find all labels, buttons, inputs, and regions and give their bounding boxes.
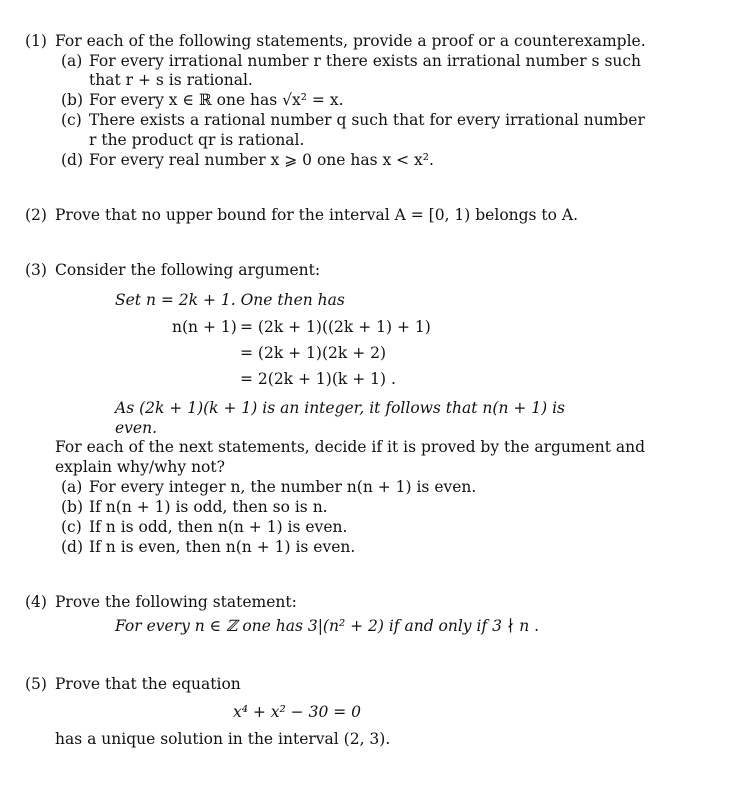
problem-3b-text: If n(n + 1) is odd, then so is n.	[89, 498, 328, 516]
problem-1d-line-1: For every real number x ⩾ 0 one has x < x².	[89, 151, 434, 169]
problem-3-question-line-2: explain why/why not?	[55, 458, 225, 476]
problem-2-intro: Prove that no upper bound for the interval A = [0, 1) belongs to A.	[55, 206, 579, 224]
problem-1-number: (1)	[25, 32, 47, 50]
problem-3c-label: (c)	[61, 518, 82, 536]
problem-1a-label: (a)	[61, 52, 83, 70]
problem-3-question-line-1: For each of the next statements, decide if it is proved by the argument and	[55, 438, 646, 456]
problem-1c-line-2: r the product qr is rational.	[89, 131, 305, 149]
argument-eq-line-3: = 2(2k + 1)(k + 1) .	[240, 370, 396, 388]
problem-3d-text: If n is even, then n(n + 1) is even.	[89, 538, 356, 556]
argument-eq-line-2: = (2k + 1)(2k + 2)	[240, 344, 387, 362]
problem-1b-line-1: For every x ∈ ℝ one has √x² = x.	[89, 91, 344, 109]
problem-2-number: (2)	[25, 206, 47, 224]
problem-1c-line-1: There exists a rational number q such that for every irrational number	[89, 111, 645, 129]
argument-conclusion-line-1: As (2k + 1)(k + 1) is an integer, it follows that n(n + 1) is	[115, 399, 566, 417]
problem-3-number: (3)	[25, 261, 47, 279]
argument-eq-line-1: = (2k + 1)((2k + 1) + 1)	[240, 318, 431, 336]
problem-1-intro: For each of the following statements, provide a proof or a counterexample.	[55, 32, 646, 50]
problem-3d-label: (d)	[61, 538, 84, 556]
problem-1a-line-2: that r + s is rational.	[89, 71, 253, 89]
problem-5-intro: Prove that the equation	[55, 675, 241, 693]
problem-1b-label: (b)	[61, 91, 84, 109]
problem-3c-text: If n is odd, then n(n + 1) is even.	[89, 518, 348, 536]
problem-1d-label: (d)	[61, 151, 84, 169]
problem-3a-label: (a)	[61, 478, 83, 496]
problem-1a-line-1: For every irrational number r there exists an irrational number s such	[89, 52, 642, 70]
argument-set-line: Set n = 2k + 1. One then has	[115, 291, 345, 309]
problem-3b-label: (b)	[61, 498, 84, 516]
problem-1c-label: (c)	[61, 111, 82, 129]
argument-eq-lhs: n(n + 1)	[172, 318, 237, 336]
problem-4-statement: For every n ∈ ℤ one has 3|(n² + 2) if and only if 3 ∤ n .	[115, 617, 540, 635]
problem-4-intro: Prove the following statement:	[55, 593, 297, 611]
problem-5-outro: has a unique solution in the interval (2, 3).	[55, 730, 391, 748]
argument-conclusion-line-2: even.	[115, 419, 158, 437]
problem-4-number: (4)	[25, 593, 47, 611]
problem-3a-text: For every integer n, the number n(n + 1) is even.	[89, 478, 477, 496]
problem-5-number: (5)	[25, 675, 47, 693]
problem-3-intro: Consider the following argument:	[55, 261, 321, 279]
problem-5-equation: x⁴ + x² − 30 = 0	[233, 703, 362, 721]
